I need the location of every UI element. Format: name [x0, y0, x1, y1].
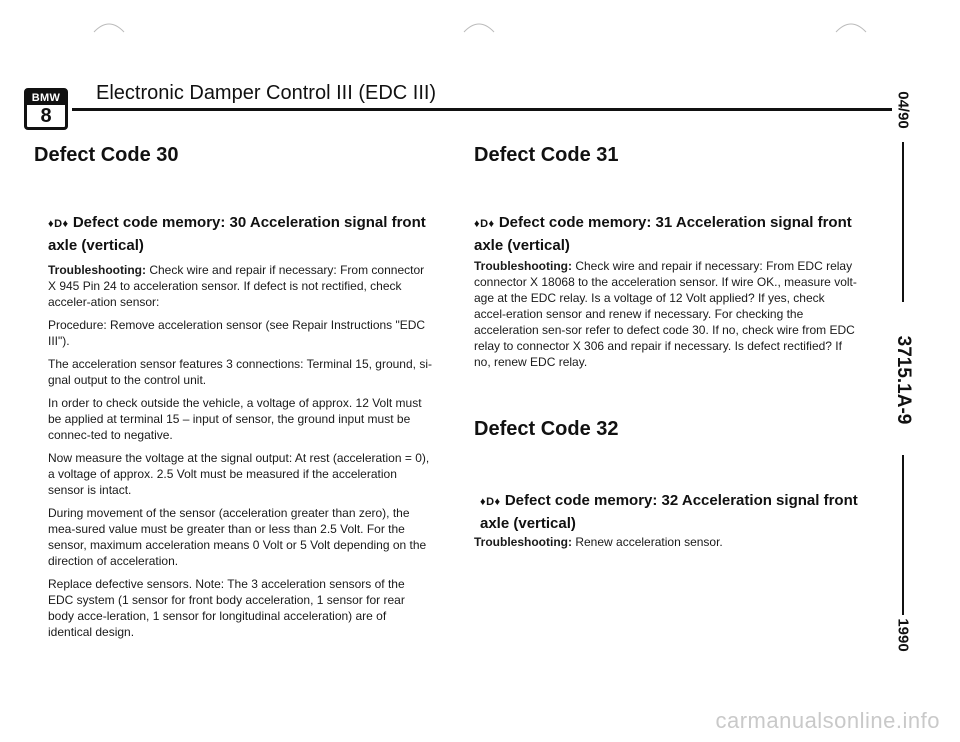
paragraph: Now measure the voltage at the signal output: At rest (acceleration = 0), a voltage of approx. 2.5 Volt must be measured if the acceleration sensor is intact.	[48, 451, 430, 497]
section-title-32: Defect Code 32	[474, 418, 619, 440]
troubleshooting-label: Troubleshooting:	[474, 259, 572, 273]
logo-series: 8	[40, 105, 52, 127]
paragraph: The acceleration sensor features 3 connections: Terminal 15, ground, si-gnal output to the control unit.	[48, 357, 432, 387]
watermark: carmanualsonline.info	[715, 708, 940, 733]
d-marker: ♦D♦	[480, 496, 501, 508]
rail-doc-number: 3715.1A-9	[893, 335, 914, 425]
troubleshooting-text: Check wire and repair if necessary: From connector X 945 Pin 24 to acceleration sensor. If defect is not rectified, check acceler-ation sensor:	[48, 263, 425, 309]
body-32	[474, 534, 859, 557]
paragraph: Procedure: Remove acceleration sensor (see Repair Instructions "EDC III").	[48, 318, 426, 348]
rail-year: 1990	[894, 618, 912, 652]
body-30	[48, 262, 433, 647]
header-rule	[72, 108, 892, 111]
rail-line-2	[902, 455, 904, 615]
bmw-8-logo	[24, 88, 68, 130]
heading-31-text: Defect code memory: 31 Acceleration signal front axle (vertical)	[474, 214, 852, 254]
heading-32	[480, 490, 860, 535]
troubleshooting-text: Check wire and repair if necessary: From EDC relay connector X 18068 to the acceleration sensor. If wire OK., measure volt-age at the EDC relay. Is a voltage of 12 Volt applied? If yes, check accel-eration sensor and renew if necessary. For checking the acceleration sen-sor refer to defect code 30. If no, check wire from EDC relay to connector X 306 and repair if necessary. Is defect rectified? If no, renew EDC relay.	[474, 259, 857, 369]
section-title-30: Defect Code 30	[34, 144, 179, 166]
d-marker: ♦D♦	[48, 218, 69, 230]
heading-30	[48, 212, 428, 257]
fold-mark-left	[92, 18, 126, 34]
paragraph: In order to check outside the vehicle, a voltage of approx. 12 Volt must be applied at terminal 15 – input of sensor, the ground input must be connec-ted to negative.	[48, 396, 422, 442]
d-marker: ♦D♦	[474, 218, 495, 230]
fold-mark-center	[462, 18, 496, 34]
troubleshooting-label: Troubleshooting:	[48, 263, 146, 277]
fold-mark-right	[834, 18, 868, 34]
heading-31	[474, 212, 854, 257]
paragraph: During movement of the sensor (acceleration greater than zero), the mea-sured value must be greater than or less than 2.5 Volt. For the sensor, maximum acceleration means 0 Volt or 5 Volt depending on the direction of acceleration.	[48, 506, 427, 568]
logo-brand: BMW	[27, 91, 65, 105]
troubleshooting-31	[474, 258, 859, 370]
heading-32-text: Defect code memory: 32 Acceleration signal front axle (vertical)	[480, 492, 858, 532]
section-title-31: Defect Code 31	[474, 144, 619, 166]
rail-date: 04/90	[894, 91, 912, 129]
troubleshooting-text: Renew acceleration sensor.	[575, 535, 723, 549]
body-31	[474, 258, 859, 377]
right-rail	[878, 80, 928, 720]
troubleshooting-label: Troubleshooting:	[474, 535, 572, 549]
heading-30-text: Defect code memory: 30 Acceleration signal front axle (vertical)	[48, 214, 426, 254]
rail-line-1	[902, 142, 904, 302]
paragraph: Replace defective sensors. Note: The 3 acceleration sensors of the EDC system (1 sensor for front body acceleration, 1 sensor for rear body acce-leration, 1 sensor for longitudinal acceleration) are of identical design.	[48, 577, 405, 639]
troubleshooting-30	[48, 262, 433, 310]
document-title: Electronic Damper Control III (EDC III)	[96, 82, 437, 104]
troubleshooting-32	[474, 534, 859, 550]
